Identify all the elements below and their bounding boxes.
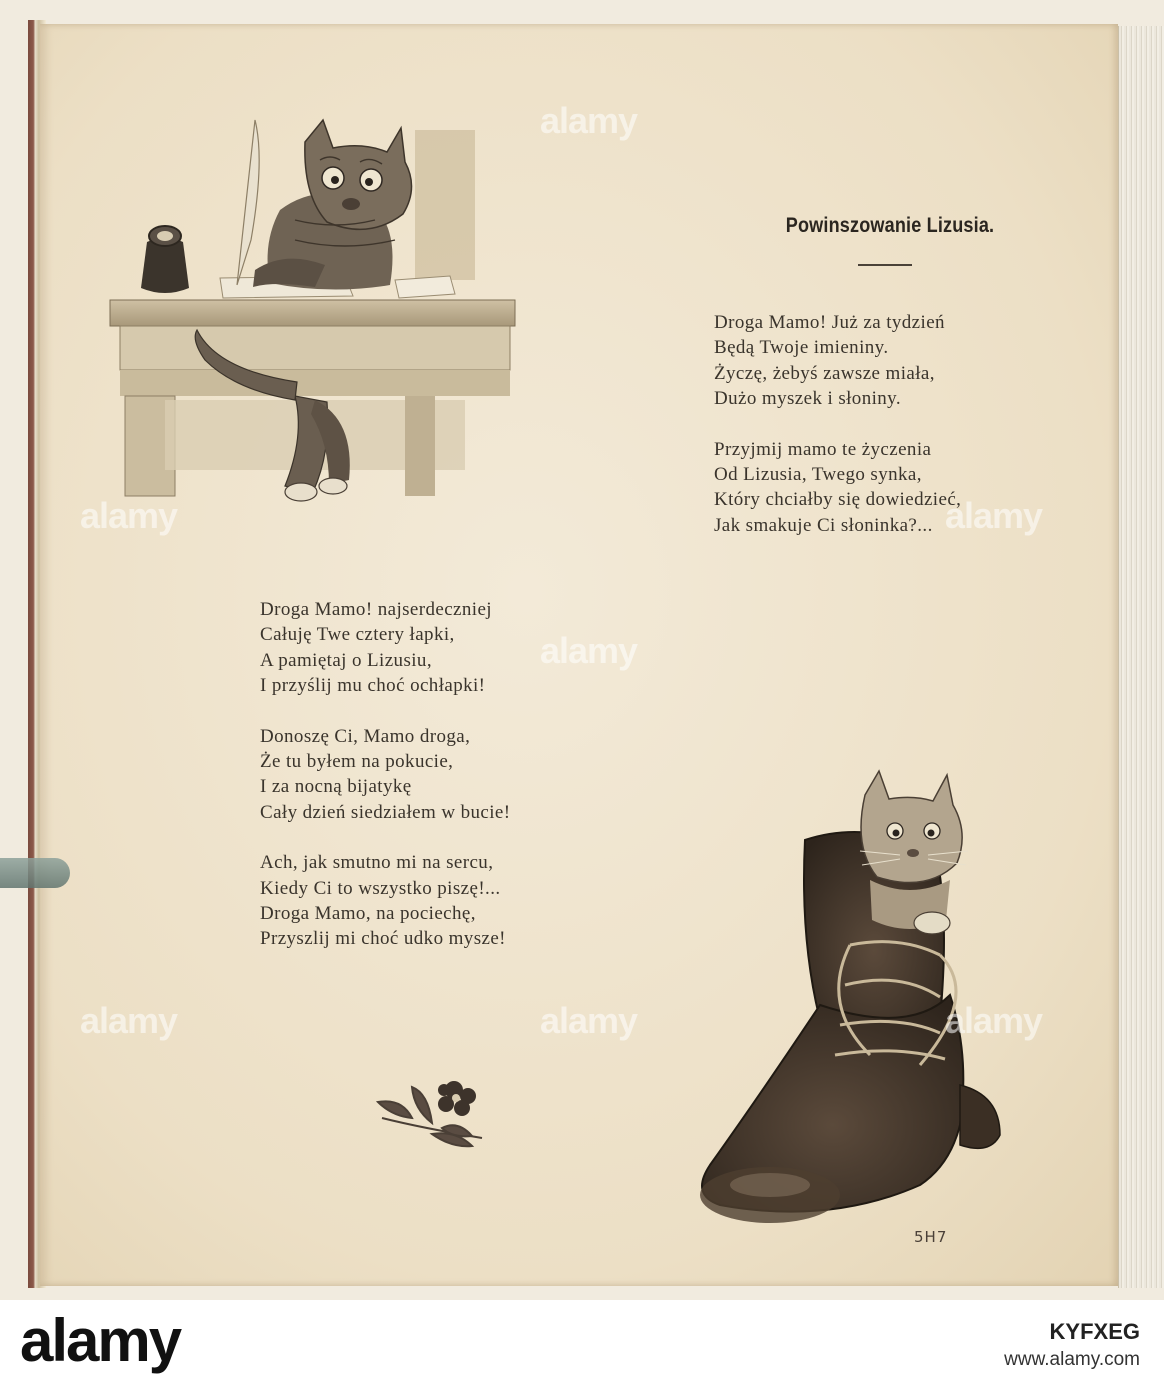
watermark: alamy bbox=[945, 1000, 1043, 1041]
stanza bbox=[714, 437, 961, 539]
stanza bbox=[714, 310, 961, 412]
watermark: alamy bbox=[945, 495, 1043, 536]
watermark: alamy bbox=[80, 495, 178, 536]
verse-line: Donoszę Ci, Mamo droga, bbox=[260, 725, 471, 747]
verse-line: Życzę, żebyś zawsze miała, bbox=[714, 362, 935, 384]
watermark: alamy bbox=[80, 1000, 178, 1041]
stanza bbox=[260, 850, 510, 952]
verse-line: Droga Mamo! Już za tydzień bbox=[714, 312, 945, 333]
watermark: alamy bbox=[540, 630, 638, 671]
verse-line: I za nocną bijatykę bbox=[260, 776, 412, 798]
verse-line: Ach, jak smutno mi na sercu, bbox=[260, 852, 494, 874]
ribbon-tab bbox=[0, 858, 70, 888]
verse-line: Który chciałby się dowiedzieć, bbox=[714, 489, 962, 511]
poem-title: Powinszowanie Lizusia. bbox=[785, 214, 995, 237]
verse-line: Przyjmij mamo te życzenia bbox=[714, 438, 932, 460]
image-id: KYFXEG bbox=[1049, 1319, 1140, 1344]
cloth-spine bbox=[1118, 26, 1164, 1288]
verse-line: Droga Mamo! najserdeczniej bbox=[260, 599, 492, 620]
watermark: alamy bbox=[540, 100, 638, 141]
stanza bbox=[260, 724, 510, 826]
verse-line: Od Lizusia, Twego synka, bbox=[714, 464, 922, 486]
footer-info bbox=[1004, 1318, 1140, 1374]
poem-bottom-left bbox=[260, 597, 510, 952]
verse-line: Będą Twoje imieniny. bbox=[714, 337, 889, 359]
watermark: alamy bbox=[540, 1000, 638, 1041]
flower-ornament bbox=[372, 1068, 496, 1150]
verse-line: Całuję Twe cztery łapki, bbox=[260, 624, 455, 646]
poem-top-right bbox=[714, 310, 961, 538]
illustrator-signature: 5H7 bbox=[914, 1228, 948, 1246]
stanza bbox=[260, 597, 510, 699]
verse-line: Że tu byłem na pokucie, bbox=[260, 751, 454, 773]
verse-line: Jak smakuje Ci słoninka?... bbox=[714, 514, 933, 536]
verse-line: Przyszlij mi choć udko mysze! bbox=[260, 928, 506, 950]
verse-line: Cały dzień siedziałem w bucie! bbox=[260, 801, 511, 823]
kitten-desk-illustration bbox=[105, 100, 525, 510]
footer-url[interactable]: www.alamy.com bbox=[1004, 1349, 1140, 1370]
verse-line: I przyślij mu choć ochłapki! bbox=[260, 675, 486, 697]
verse-line: A pamiętaj o Lizusiu, bbox=[260, 649, 432, 671]
title-rule bbox=[858, 264, 912, 266]
verse-line: Droga Mamo, na pociechę, bbox=[260, 903, 476, 925]
verse-line: Dużo myszek i słoniny. bbox=[714, 388, 901, 410]
verse-line: Kiedy Ci to wszystko piszę!... bbox=[260, 877, 501, 899]
footer-logo: alamy bbox=[20, 1307, 181, 1374]
